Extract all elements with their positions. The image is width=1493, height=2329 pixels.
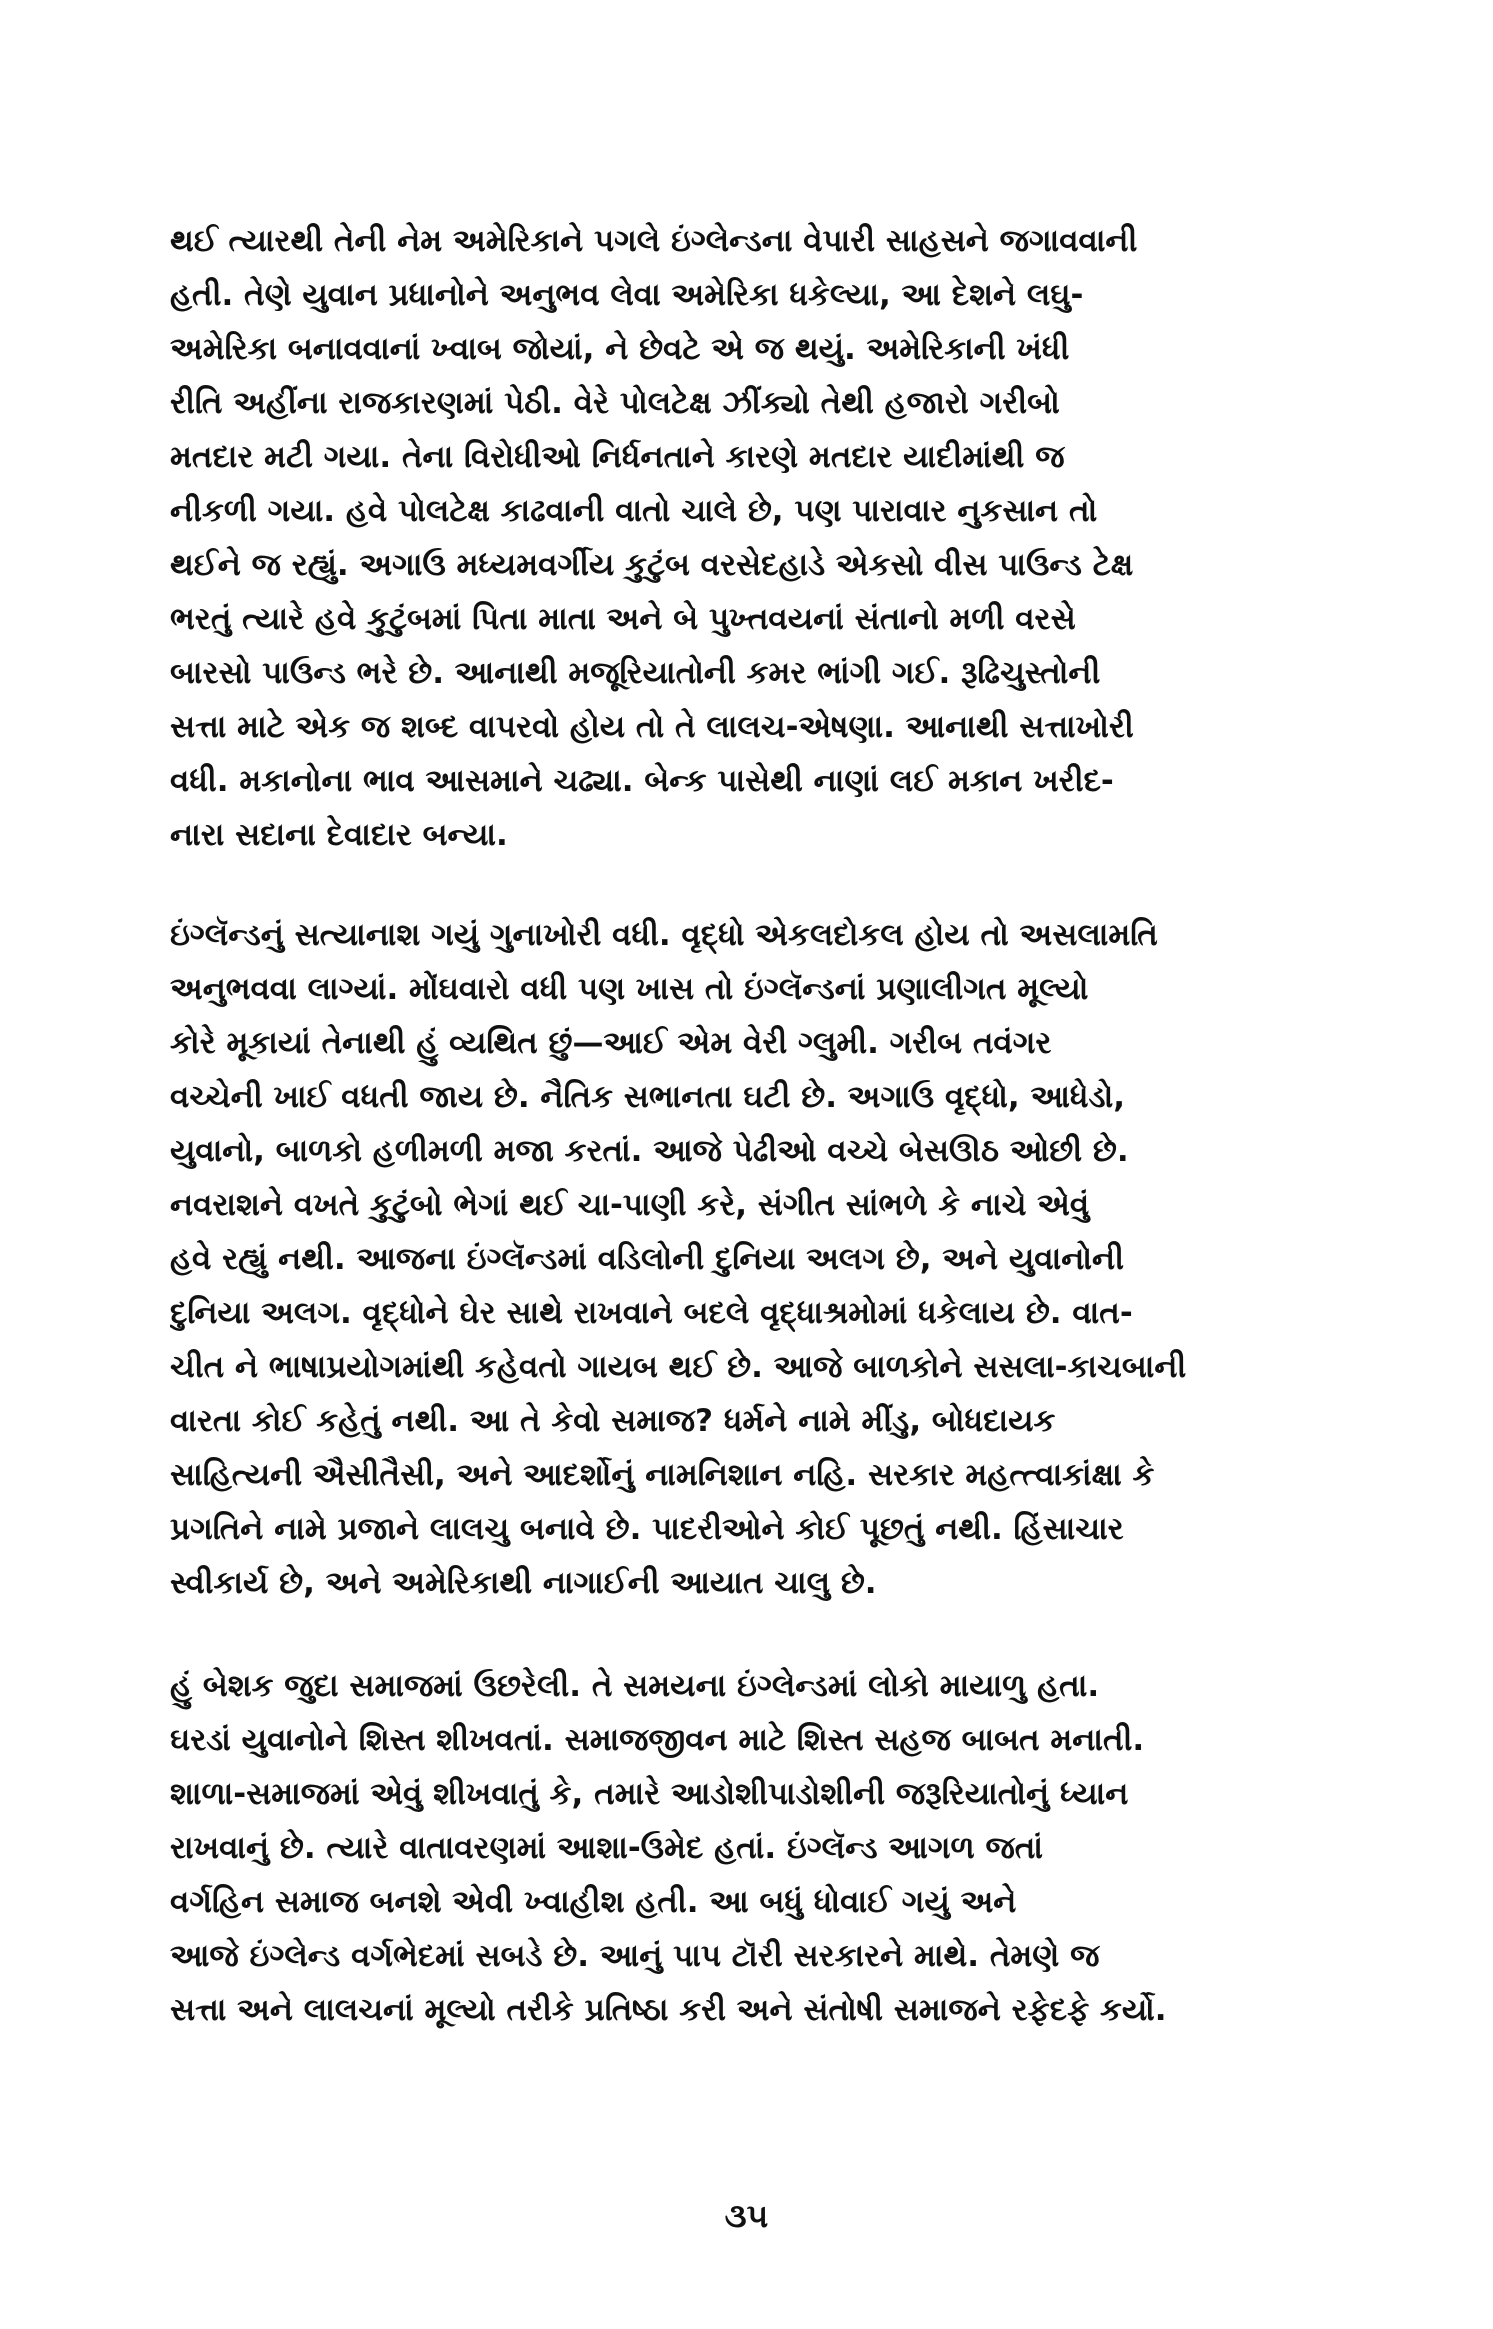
paragraph-2 [170, 908, 1335, 1610]
text-line: હવે રહ્યું નથી. આજના ઇંગ્લૅન્ડમાં વડિલોની દુનિયા અલગ છે, અને યુવાનોની [170, 1241, 1124, 1277]
text-line: સાહિત્યની ઐસીતૈસી, અને આદર્શોનું નામનિશાન નહિ. સરકાર મહત્ત્વાકાંક્ષા કે [170, 1457, 1155, 1493]
text-line: ઘરડાં યુવાનોને શિસ્ત શીખવતાં. સમાજજીવન માટે શિસ્ત સહજ બાબત મનાતી. [170, 1722, 1145, 1758]
text-line: યુવાનો, બાળકો હળીમળી મજા કરતાં. આજે પેઢીઓ વચ્ચે બેસઊઠ ઓછી છે. [170, 1133, 1129, 1169]
text-line: ભરતું ત્યારે હવે કુટુંબમાં પિતા માતા અને બે પુખ્તવયનાં સંતાનો મળી વરસે [170, 601, 1076, 637]
text-line: વારતા કોઈ કહેતું નથી. આ તે કેવો સમાજ? ધર્મને નામે મીંડુ, બોધદાયક [170, 1403, 1056, 1439]
text-line: વચ્ચેની ખાઈ વધતી જાય છે. નૈતિક સભાનતા ઘટી છે. અગાઉ વૃદ્ધો, આધેડો, [170, 1079, 1126, 1115]
text-line: મતદાર મટી ગયા. તેના વિરોધીઓ નિર્ધનતાને કારણે મતદાર યાદીમાંથી જ [170, 439, 1065, 475]
text-line: વધી. મકાનોના ભાવ આસમાને ચઢ્યા. બેન્ક પાસેથી નાણાં લઈ મકાન ખરીદ- [170, 763, 1114, 799]
text-line: અમેરિકા બનાવવાનાં ખ્વાબ જોયાં, ને છેવટે એ જ થયું. અમેરિકાની ખંધી [170, 331, 1070, 367]
text-line: બારસો પાઉન્ડ ભરે છે. આનાથી મજૂરિયાતોની કમર ભાંગી ગઈ. રૂઢિચુસ્તોની [170, 655, 1101, 691]
text-line: પ્રગતિને નામે પ્રજાને લાલચુ બનાવે છે. પાદરીઓને કોઈ પૂછતું નથી. હિંસાચાર [170, 1511, 1124, 1547]
text-line: દુનિયા અલગ. વૃદ્ધોને ઘેર સાથે રાખવાને બદલે વૃદ્ધાશ્રમોમાં ધકેલાય છે. વાત- [170, 1295, 1133, 1331]
text-line: કોરે મૂકાયાં તેનાથી હું વ્યથિત છું—આઈ એમ વેરી ગ્લુમી. ગરીબ તવંગર [170, 1025, 1052, 1061]
text-line: હું બેશક જુદા સમાજમાં ઉછરેલી. તે સમયના ઇંગ્લેન્ડમાં લોકો માયાળુ હતા. [170, 1668, 1100, 1704]
text-line: ચીત ને ભાષાપ્રયોગમાંથી કહેવતો ગાયબ થઈ છે. આજે બાળકોને સસલા-કાચબાની [170, 1349, 1187, 1385]
text-line: નીકળી ગયા. હવે પોલટેક્ષ કાઢવાની વાતો ચાલે છે, પણ પારાવાર નુકસાન તો [170, 493, 1098, 529]
text-line: નારા સદાના દેવાદાર બન્યા. [170, 817, 508, 853]
text-line: શાળા-સમાજમાં એવું શીખવાતું કે, તમારે આડોશીપાડોશીની જરૂરિયાતોનું ધ્યાન [170, 1776, 1129, 1812]
text-line: નવરાશને વખતે કુટુંબો ભેગાં થઈ ચા-પાણી કરે, સંગીત સાંભળે કે નાચે એવું [170, 1187, 1090, 1223]
text-line: થઈને જ રહ્યું. અગાઉ મધ્યમવર્ગીય કુટુંબ વરસેદહાડે એકસો વીસ પાઉન્ડ ટેક્ષ [170, 547, 1134, 583]
text-line: સત્તા અને લાલચનાં મૂલ્યો તરીકે પ્રતિષ્ઠા કરી અને સંતોષી સમાજને રફેદફે કર્યો. [170, 1992, 1167, 2028]
text-line: હતી. તેણે યુવાન પ્રધાનોને અનુભવ લેવા અમેરિકા ધકેલ્યા, આ દેશને લઘુ- [170, 277, 1084, 313]
text-line: સ્વીકાર્ય છે, અને અમેરિકાથી નાગાઈની આયાત ચાલુ છે. [170, 1565, 877, 1601]
text-line: રીતિ અહીંના રાજકારણમાં પેઠી. વેરે પોલટેક્ષ ઝીંક્યો તેથી હજારો ગરીબો [170, 385, 1060, 421]
text-line: રાખવાનું છે. ત્યારે વાતાવરણમાં આશા-ઉમેદ હતાં. ઇંગ્લૅન્ડ આગળ જતાં [170, 1830, 1043, 1866]
text-line: વર્ગહિન સમાજ બનશે એવી ખ્વાહીશ હતી. આ બધું ધોવાઈ ગયું અને [170, 1884, 1017, 1920]
paragraph-3 [170, 1659, 1335, 2037]
text-line: થઈ ત્યારથી તેની નેમ અમેરિકાને પગલે ઇંગ્લેન્ડના વેપારી સાહસને જગાવવાની [170, 223, 1138, 259]
text-line: સત્તા માટે એક જ શબ્દ વાપરવો હોય તો તે લાલચ-એષણા. આનાથી સત્તાખોરી [170, 709, 1134, 745]
text-line: આજે ઇંગ્લેન્ડ વર્ગભેદમાં સબડે છે. આનું પાપ ટૉરી સરકારને માથે. તેમણે જ [170, 1938, 1100, 1974]
text-line: અનુભવવા લાગ્યાં. મોંઘવારો વધી પણ ખાસ તો ઇંગ્લૅન્ડનાં પ્રણાલીગત મૂલ્યો [170, 971, 1089, 1007]
text-line: ઇંગ્લૅન્ડનું સત્યાનાશ ગયું ગુનાખોરી વધી. વૃદ્ધો એકલદોકલ હોય તો અસલામતિ [170, 917, 1158, 953]
page-number: ૩૫ [724, 2196, 769, 2235]
paragraph-1 [170, 214, 1335, 862]
